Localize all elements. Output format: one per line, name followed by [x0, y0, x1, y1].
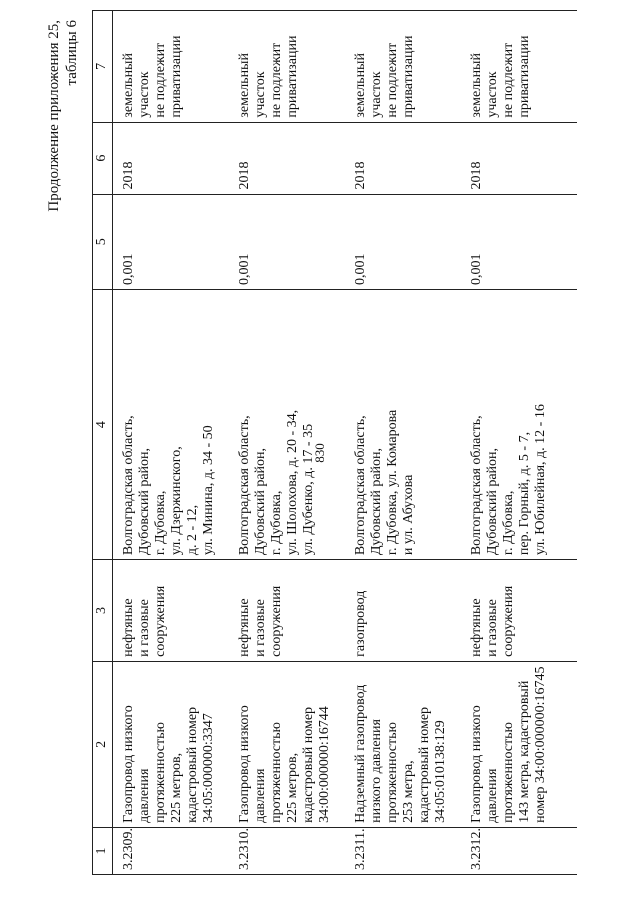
- header-col-6: 6: [93, 122, 113, 194]
- object-value: 0,001: [113, 194, 230, 289]
- object-name: Газопровод низкого давления протяженностью 225 метров, кадастровый номер 34:05:000000:3347: [113, 661, 230, 827]
- page-number: 830: [312, 443, 327, 463]
- object-value: 0,001: [229, 194, 345, 289]
- object-address: Волгоградская область, Дубовский район, г. Дубовка, ул. Дзержинского, д. 2 - 12, ул. Минина, д. 34 - 50: [113, 289, 230, 559]
- object-type: нефтяные и газовые сооружения: [461, 560, 577, 662]
- row-number: 3.2309.: [113, 827, 230, 874]
- continuation-note: [45, 20, 81, 212]
- header-col-2: 2: [93, 661, 113, 827]
- property-table: [92, 10, 577, 875]
- object-year: 2018: [229, 122, 345, 194]
- header-col-3: 3: [93, 560, 113, 662]
- object-year: 2018: [461, 122, 577, 194]
- object-note: земельный участок не подлежит приватизации: [229, 11, 345, 123]
- object-type: газопровод: [345, 560, 461, 662]
- table-header-row: [93, 11, 113, 875]
- table-row: [229, 11, 345, 875]
- object-value: 0,001: [345, 194, 461, 289]
- object-year: 2018: [113, 122, 230, 194]
- continuation-line-2: таблицы 6: [64, 20, 80, 86]
- header-col-7: 7: [93, 11, 113, 123]
- rotated-document-frame: [45, 10, 615, 875]
- object-note: земельный участок не подлежит приватизации: [345, 11, 461, 123]
- continuation-line-1: Продолжение приложения 25,: [46, 20, 62, 212]
- object-address: Волгоградская область, Дубовский район, г. Дубовка, пер. Горный, д. 5 - 7, ул. Юбилейная, д. 12 - 16: [461, 289, 577, 559]
- object-year: 2018: [345, 122, 461, 194]
- object-type: нефтяные и газовые сооружения: [229, 560, 345, 662]
- object-address: Волгоградская область, Дубовский район, г. Дубовка, ул. Комарова и ул. Абухова: [345, 289, 461, 559]
- object-name: Газопровод низкого давления протяженностью 225 метров, кадастровый номер 34:00:000000:16744: [229, 661, 345, 827]
- object-name: Газопровод низкого давления протяженностью 143 метра, кадастровый номер 34:00:000000:16745: [461, 661, 577, 827]
- header-col-1: 1: [93, 827, 113, 874]
- object-note: земельный участок не подлежит приватизации: [113, 11, 230, 123]
- table-row: [113, 11, 230, 875]
- object-name: Надземный газопровод низкого давления протяженностью 253 метра, кадастровый номер 34:05:010138:129: [345, 661, 461, 827]
- table-row: [345, 11, 461, 875]
- object-note: земельный участок не подлежит приватизации: [461, 11, 577, 123]
- header-col-4: 4: [93, 289, 113, 559]
- object-type: нефтяные и газовые сооружения: [113, 560, 230, 662]
- table-row: [461, 11, 577, 875]
- object-value: 0,001: [461, 194, 577, 289]
- object-address: Волгоградская область, Дубовский район, г. Дубовка, ул. Шолохова, д. 20 - 34, ул. Дубенко, д. 17 - 35: [229, 289, 345, 559]
- header-col-5: 5: [93, 194, 113, 289]
- row-number: 3.2310.: [229, 827, 345, 874]
- row-number: 3.2312.: [461, 827, 577, 874]
- row-number: 3.2311.: [345, 827, 461, 874]
